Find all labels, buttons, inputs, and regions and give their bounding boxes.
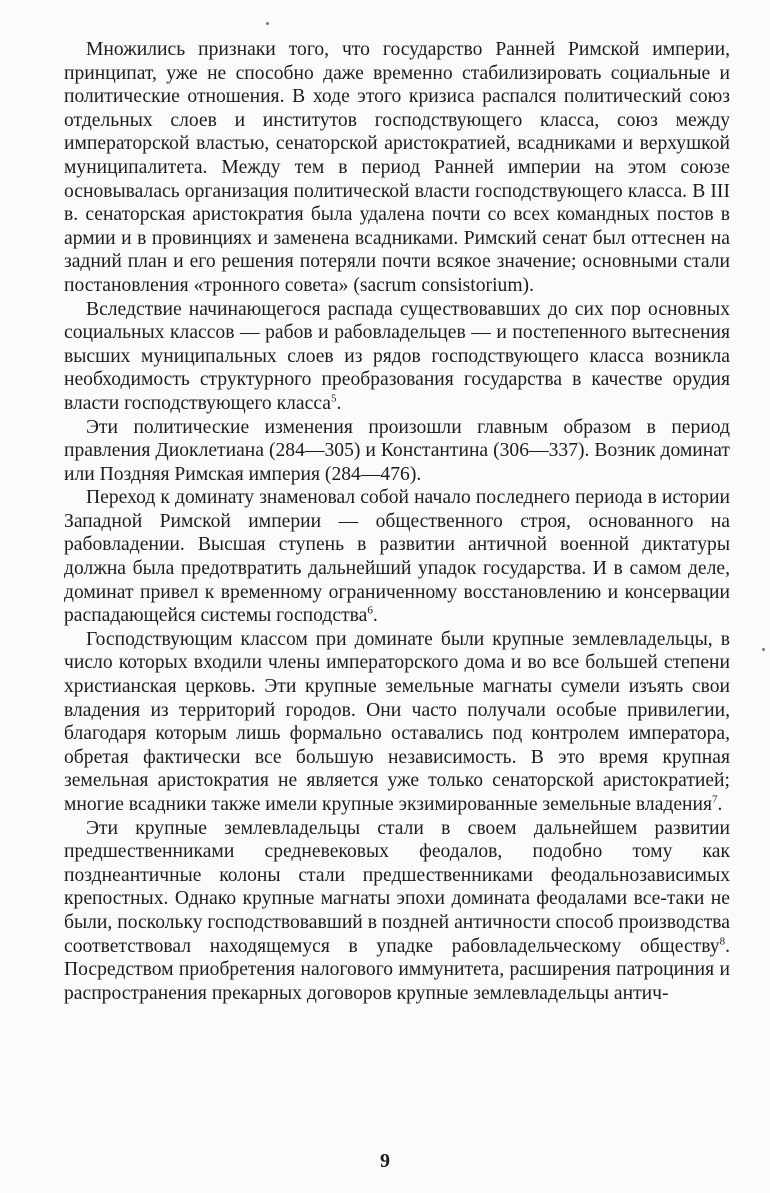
footnote-ref-8: 8 [719,935,726,948]
paragraph-5-text: Господствующим классом при доминате были крупные землевладельцы, в число которых входили члены императорского дома и во все большей степени христианская церковь. Эти крупные земельные магнаты сумели изъять свои владения из территорий городов. Они часто получали особые привилегии, благодаря которым лишь формально оставались под контролем императора, обретая фактически все большую независимость. В это время крупная земельная аристократия не является уже только сенаторской аристократией; многие всадники также имели крупные экзимированные земельные владения [64,628,730,815]
scan-speck-right [762,648,765,651]
paragraph-2-text: Вследствие начинающегося распада существовавших до сих пор основных социальных классов — рабов и рабовладельцев — и постепенного вытеснения высших муниципальных слоев из рядов господствующего класса возникла необходимость структурного преобразования государства в качестве орудия власти господствующего класса [64,298,730,414]
footnote-ref-5: 5 [330,392,337,405]
scan-speck-top [266,22,269,25]
paragraph-1 [64,38,730,298]
paragraph-6-tail: . Посредством приобретения налогового иммунитета, расширения патроциния и распространения прекарных договоров крупные землевладельцы антич- [64,935,730,1004]
paragraph-5 [64,628,730,817]
footnote-ref-7: 7 [712,793,718,806]
paragraph-4-tail: . [372,605,378,627]
paragraph-4-text: Переход к доминату знаменовал собой начало последнего периода в истории Западной Римской империи — общественного строя, основанного на рабовладении. Высшая ступень в развитии античной военной диктатуры должна была предотвратить дальнейший упадок государства. И в самом деле, доминат привел к временному ограниченному восстановлению и консервации распадающейся системы господства [64,487,730,627]
paragraph-4 [64,486,730,628]
paragraph-2-tail: . [336,392,342,414]
paragraph-6 [64,817,730,1006]
paragraph-5-tail: . [717,794,723,815]
paragraph-1-text: Множились признаки того, что государство Ранней Римской империи, принципат, уже не способно даже временно стабилизировать социальные и политические отношения. В ходе этого кризиса распался политический союз отдельных слоев и институтов господствующего класса, союз между императорской властью, сенаторской аристократией, всадниками и верхушкой муниципалитета. Между тем в период Ранней империи на этом союзе основывалась организация политической власти господствующего класса. В III в. сенаторская аристократия была удалена почти со всех командных постов в армии и в провинциях и заменена всадниками. Римский сенат был оттеснен на задний план и его решения потеряли почти всякое значение; основными стали постановления «тронного совета» (sacrum consistorium). [64,39,730,296]
paragraph-6-text: Эти крупные землевладельцы стали в своем дальнейшем развитии предшественниками средневековых феодалов, подобно тому как позднеантичные колоны стали предшественниками феодальнозависимых крепостных. Однако крупные магнаты эпохи домината феодалами все-таки не были, поскольку господствовавший в поздней античности способ производства соответствовал находящемуся в упадке рабовладельческому обществу [64,817,730,957]
paragraph-3-text: Эти политические изменения произошли главным образом в период правления Диоклетиана (284—305) и Константина (306—337). Возник доминат или Поздняя Римская империя (284—476). [64,416,730,485]
footnote-ref-6: 6 [367,604,373,617]
document-page [64,38,730,1138]
paragraph-3 [64,416,730,487]
paragraph-2 [64,298,730,416]
page-number: 9 [380,1150,390,1172]
